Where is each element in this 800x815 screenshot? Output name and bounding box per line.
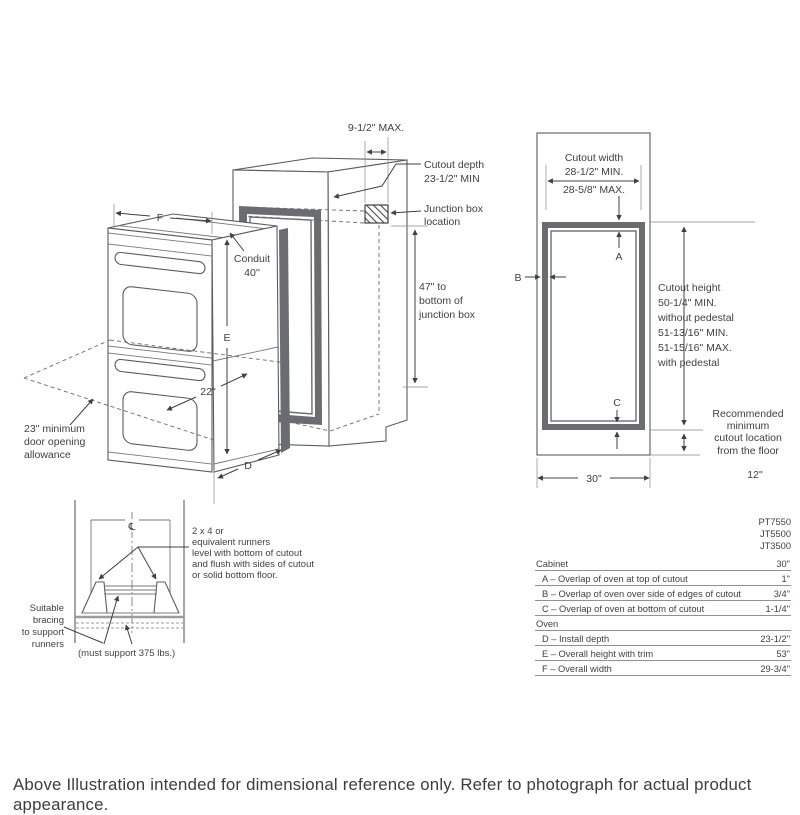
model-number: JT3500 — [759, 541, 791, 551]
bracing-note-line1: Suitable — [29, 603, 64, 614]
model-list — [535, 516, 791, 556]
cutout-width-max: 28-5/8" MAX. — [562, 184, 626, 196]
runner-detail-view — [22, 500, 315, 659]
runner-left — [82, 582, 107, 613]
support-note-text: (must support 375 lbs.) — [78, 648, 176, 659]
cutout-width-min: 28-1/2" MIN. — [564, 166, 624, 178]
dim-22-label: 22" — [200, 386, 216, 398]
cutout-height-line1: Cutout height — [658, 282, 721, 294]
jbox-height-line3: junction box — [419, 309, 476, 321]
model-number: JT5500 — [759, 529, 791, 539]
bracing-note-line2: bracing — [32, 615, 64, 626]
door-allowance-line2: door opening — [24, 436, 86, 448]
iso-view — [24, 122, 484, 504]
dim-e-label: E — [223, 332, 231, 344]
caption: Above Illustration intended for dimensional reference only. Refer to photograph for actual product appearance. — [13, 775, 752, 814]
dim-30-label: 30" — [586, 473, 602, 485]
table-row-cabinet — [535, 556, 791, 571]
table-row-oven — [535, 616, 791, 631]
row-value: 30" — [776, 558, 790, 569]
table-row-d — [535, 631, 791, 646]
cutout-frame — [542, 222, 645, 430]
door-allowance-line1: 23" minimum — [24, 423, 85, 435]
table-row-f — [535, 661, 791, 676]
bracing-note-line4: runners — [31, 639, 64, 650]
runners-note-line1: 2 x 4 or — [192, 526, 224, 537]
table-row-c — [535, 601, 791, 616]
junction-box-label-line1: Junction box — [424, 203, 483, 215]
junction-box-label-line2: location — [424, 216, 461, 228]
centerline-symbol: ℄ — [128, 521, 136, 533]
jbox-height-line2: bottom of — [419, 295, 463, 307]
table-row-b — [535, 586, 791, 601]
cutout-height-line6: with pedestal — [658, 357, 720, 369]
row-value: 1" — [781, 573, 790, 584]
runners-note-line3: level with bottom of cutout — [192, 548, 302, 559]
floor-value: 12" — [747, 469, 763, 481]
cutout-height-line2: 50-1/4" MIN. — [658, 297, 717, 309]
row-value: 23-1/2" — [760, 633, 790, 644]
row-label: B – Overlap of oven over side of edges of cutout — [542, 588, 741, 599]
max-width-label: 9-1/2" MAX. — [347, 122, 405, 134]
cutout-height-line4: 51-13/16" MIN. — [658, 327, 729, 339]
spec-table — [535, 516, 791, 676]
cutout-front-view — [514, 133, 783, 488]
floor-label-line3: cutout location — [714, 432, 782, 444]
runners-note-line5: or solid bottom floor. — [192, 570, 278, 581]
row-label: F – Overall width — [542, 663, 612, 674]
row-label: C – Overlap of oven at bottom of cutout — [542, 603, 705, 614]
dim-b-label: B — [514, 272, 522, 284]
cutout-width-title: Cutout width — [564, 152, 624, 164]
row-value: 53" — [776, 648, 790, 659]
row-value: 29-3/4" — [760, 663, 790, 674]
cutout-depth-label: Cutout depth — [424, 159, 485, 171]
bracing-note-line3: to support — [21, 627, 64, 638]
oven-front — [108, 228, 212, 472]
dim-f-label: F — [156, 212, 164, 224]
table-row-a — [535, 571, 791, 586]
runners-note-line4: and flush with sides of cutout — [192, 559, 314, 570]
conduit-label-line2: 40'' — [244, 267, 260, 279]
jbox-height-line1: 47" to — [419, 281, 447, 293]
dim-c-label: C — [613, 397, 621, 409]
junction-box — [365, 205, 388, 223]
runners-note — [99, 526, 314, 581]
floor-label-line4: from the floor — [717, 445, 779, 457]
door-allowance-line3: allowance — [24, 449, 71, 461]
cutout-depth-value: 23-1/2" MIN — [424, 173, 480, 185]
floor-location-label — [712, 408, 783, 481]
dim-30 — [537, 458, 650, 488]
conduit-label-line1: Conduit — [233, 253, 271, 265]
row-value: 3/4" — [773, 588, 790, 599]
floor-label-line1: Recommended — [712, 408, 784, 420]
cutout-height-line3: without pedestal — [658, 312, 734, 324]
model-number: PT7550 — [758, 517, 791, 527]
floor-label-line2: minimum — [726, 420, 770, 432]
door-allowance-label — [24, 399, 93, 461]
lower-oven-window — [123, 391, 197, 452]
row-label: A – Overlap of oven at top of cutout — [542, 573, 688, 584]
row-label: Cabinet — [536, 558, 569, 569]
runners-note-line2: equivalent runners — [192, 537, 271, 548]
dim-a-label: A — [615, 251, 623, 263]
row-label: D – Install depth — [542, 633, 610, 644]
row-label: E – Overall height with trim — [542, 648, 654, 659]
dim-d-label: D — [244, 460, 252, 472]
row-value: 1-1/4" — [765, 603, 790, 614]
runner-right — [154, 582, 179, 613]
row-label: Oven — [536, 618, 559, 629]
upper-oven-window — [123, 286, 197, 353]
table-row-e — [535, 646, 791, 661]
cutout-height-line5: 51-15/16" MAX. — [658, 342, 732, 354]
